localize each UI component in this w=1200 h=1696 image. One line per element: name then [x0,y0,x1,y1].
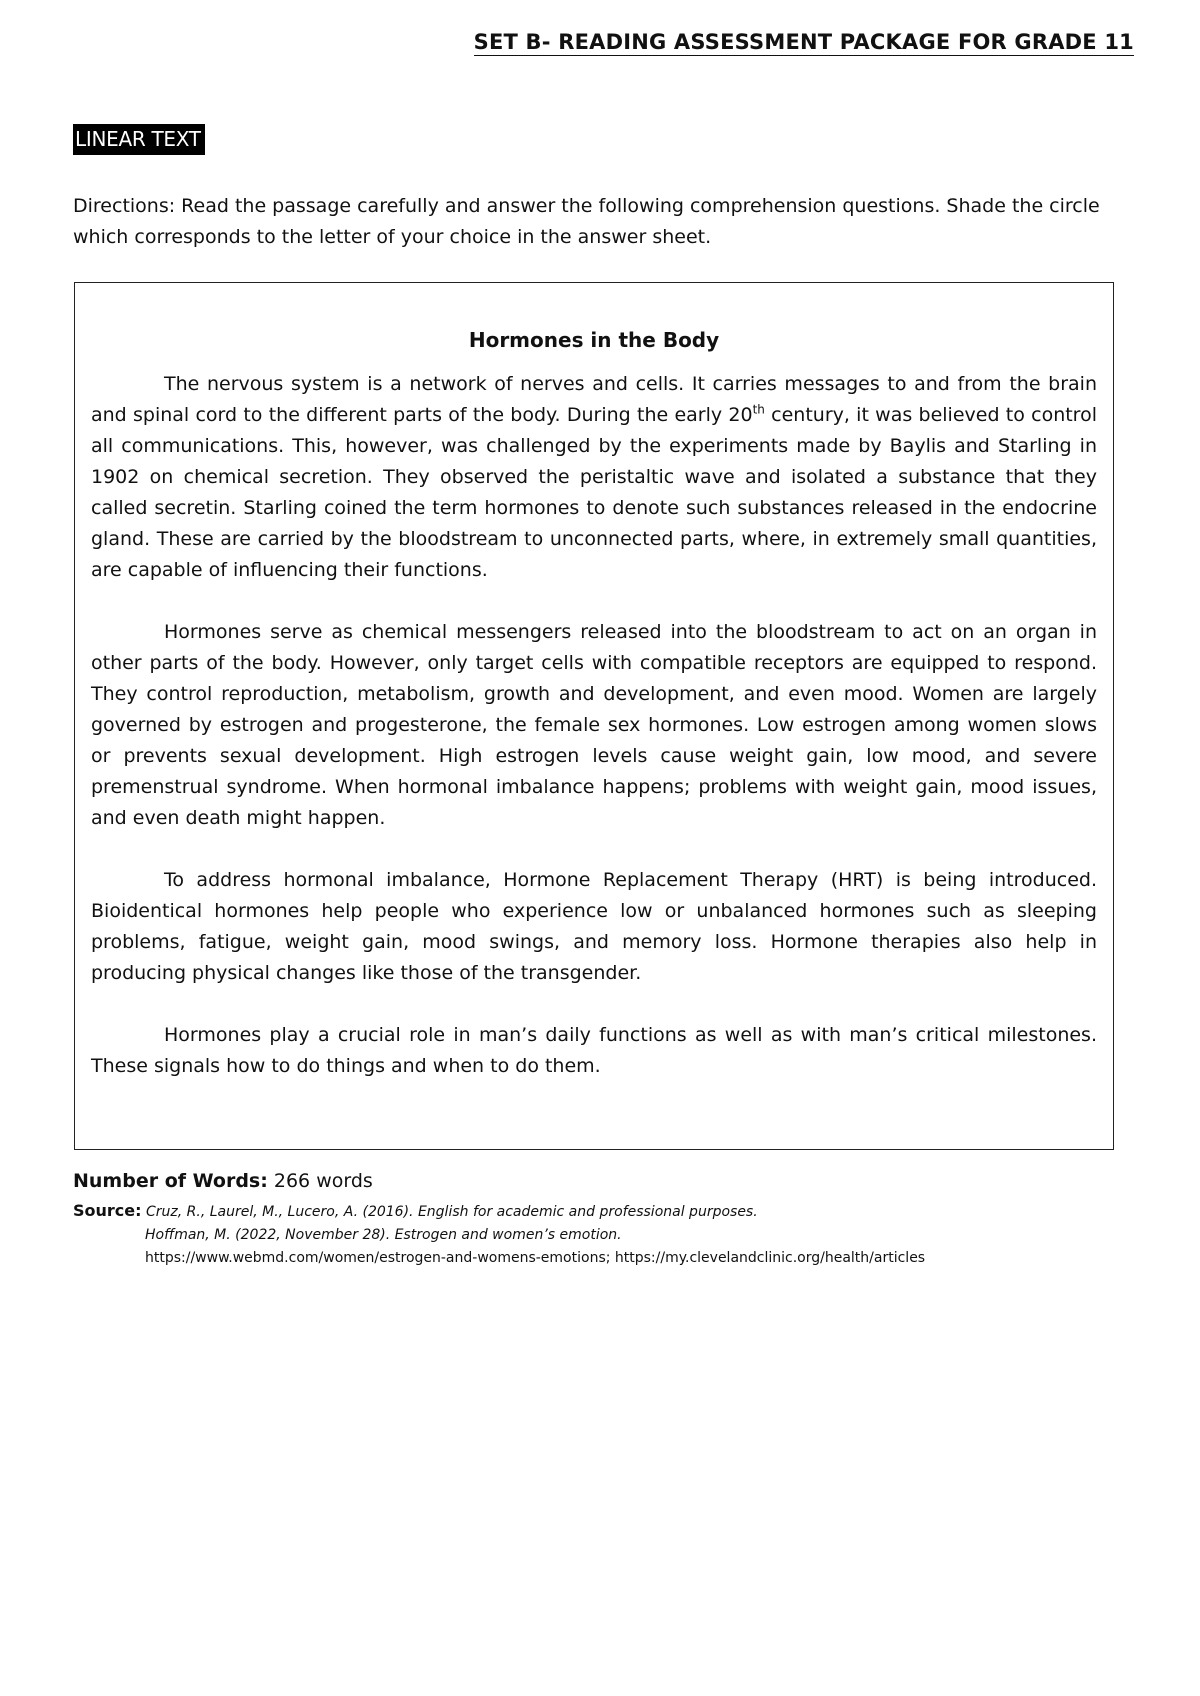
passage-title: Hormones in the Body [468,328,720,352]
page-header: SET B- READING ASSESSMENT PACKAGE FOR GRADE 11 [473,30,1134,54]
passage-paragraph-3: To address hormonal imbalance, Hormone Replacement Therapy (HRT) is being introduced. Bioidentical hormones help people who experience low or unbalanced hormones such as sleeping problems, fatigue, weight gain, mood swings, and memory loss. Hormone therapies also help in producing physical changes like those of the transgender. [91,869,1097,984]
source-reference-1: Cruz, R., Laurel, M., Lucero, A. (2016). English for academic and professional purposes. [141,1204,758,1220]
section-label: LINEAR TEXT [73,124,205,155]
source-label: Source: [73,1201,142,1220]
source-citation [73,1199,1133,1270]
source-line-1 [73,1199,1133,1224]
directions-label: Directions: [73,195,176,217]
paragraph-1-part-2: century, it was believed to control all communications. This, however, was challenged by the experiments made by Baylis and Starling in 1902 on chemical secretion. They observed the peristaltic wave and isolated a substance that they called secretin. Starling coined the term hormones to denote such substances released in the endocrine gland. These are carried by the bloodstream to unconnected parts, where, in extremely small quantities, are capable of influencing their functions. [91,404,1097,581]
word-count [73,1167,373,1195]
passage-paragraph-2: Hormones serve as chemical messengers released into the bloodstream to act on an organ in other parts of the body. However, only target cells with compatible receptors are equipped to respond. They control reproduction, metabolism, growth and development, and even mood. Women are largely governed by estrogen and progesterone, the female sex hormones. Low estrogen among women slows or prevents sexual development. High estrogen levels cause weight gain, low mood, and severe premenstrual syndrome. When hormonal imbalance happens; problems with weight gain, mood issues, and even death might happen. [91,621,1097,829]
passage-box [74,282,1114,1150]
paragraph-1-part-1: The nervous system is a network of nerves and cells. It carries messages to and from the brain and spinal cord to the different parts of the body. During the early 20 [91,373,1097,426]
passage-paragraph-4: Hormones play a crucial role in man’s daily functions as well as with man’s critical milestones. These signals how to do things and when to do them. [91,1024,1097,1077]
superscript-th: th [752,402,765,417]
word-count-label: Number of Words: [73,1170,268,1192]
word-count-value: 266 words [267,1170,373,1192]
source-reference-2: Hoffman, M. (2022, November 28). Estrogen and women’s emotion. [145,1227,622,1243]
directions-text: Read the passage carefully and answer the following comprehension questions. Shade the circle which corresponds to the letter of your choice in the answer sheet. [73,195,1100,248]
passage-paragraph-1 [91,369,1097,586]
directions [73,191,1138,253]
source-urls: https://www.webmd.com/women/estrogen-and-womens-emotions; https://my.clevelandclinic.org/health/articles [145,1250,926,1266]
